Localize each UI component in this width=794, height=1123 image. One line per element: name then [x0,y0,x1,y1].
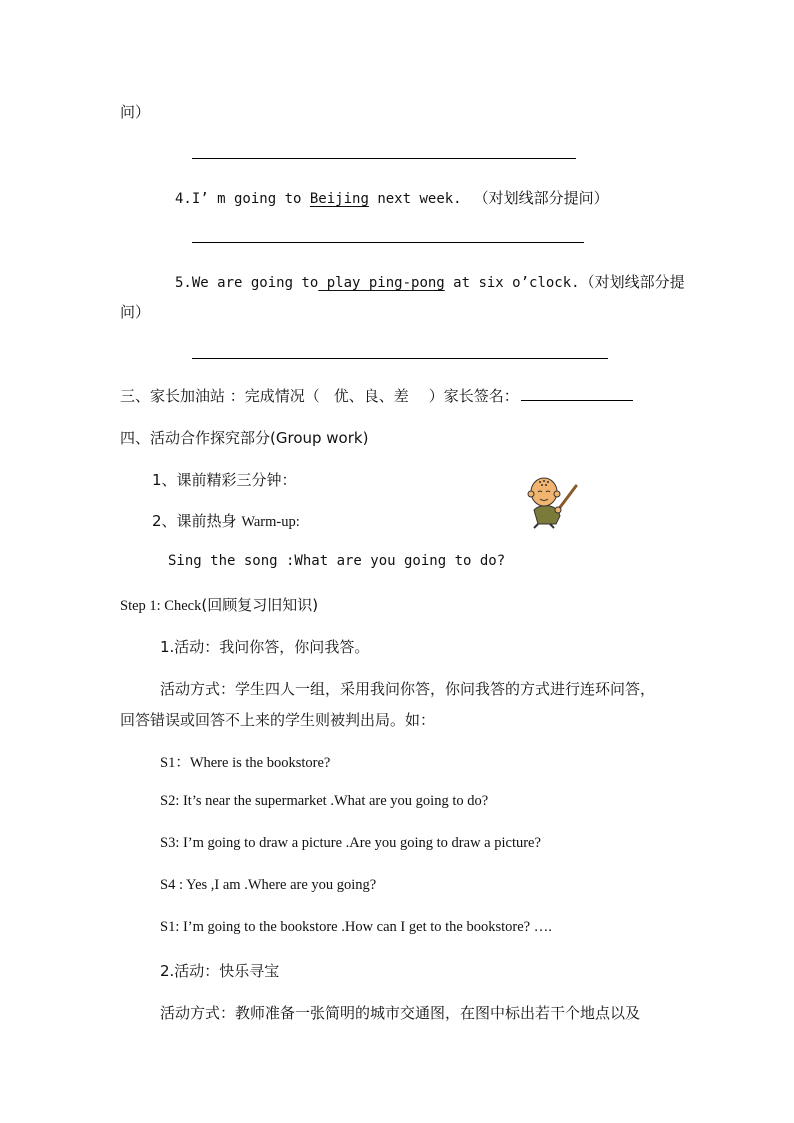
q4-hint: （对划线部分提问） [473,189,609,207]
section-4-title: 四、活动合作探究部分(Group work) [120,429,369,447]
activity-1-title: 1.活动：我问你答，你问我答。 [160,638,370,656]
item-2-suffix: Warm-up: [241,514,300,530]
q5-hint-tail: 问） [120,303,151,321]
dialogue-line: S1：Where is the bookstore? [160,755,331,771]
answer-line-3 [192,158,576,159]
activity-1-method-2: 回答错误或回答不上来的学生则被判出局。如： [120,711,436,729]
q5-text-pre: We are going to [191,275,319,291]
dialogue-line: S3: I’m going to draw a picture .Are you going to draw a picture? [160,835,541,851]
q5-text-post: at six o’clock. [444,275,580,291]
question-4 [175,187,609,208]
step-1-label: Step 1: Check [120,598,202,614]
item-2-prefix: 2、课前热身 [152,512,242,530]
step-1-note: (回顾复习旧知识) [201,596,319,614]
question-5 [175,271,685,292]
q5-number: 5. [175,275,192,291]
signature-label: ）家长签名： [428,387,519,405]
parent-station [120,385,633,406]
item-2 [152,510,300,531]
activity-1-method-1: 活动方式：学生四人一组，采用我问你答，你问我答的方式进行连环问答， [160,680,656,698]
q4-text-pre: I’ m going to [191,191,310,207]
rating-options: 优、良、差 [333,387,409,405]
signature-line[interactable] [521,386,633,401]
q3-tail: 问） [120,103,151,121]
step-1 [120,594,318,615]
dialogue-line: S4 : Yes ,I am .Where are you going? [160,877,377,893]
song-line: Sing the song :What are you going to do? [168,553,506,569]
q4-text-post: next week. [368,191,462,207]
item-1: 1、课前精彩三分钟： [152,471,297,489]
q4-number: 4. [175,191,192,207]
q5-underlined: play ping-pong [318,275,445,291]
activity-2-title: 2.活动：快乐寻宝 [160,962,280,980]
parent-station-label: 三、家长加油站 ：完成情况（ [120,387,320,405]
q4-underlined: Beijing [309,191,369,207]
answer-line-4 [192,242,584,243]
dialogue-line: S1: I’m going to the bookstore .How can I get to the bookstore? …. [160,919,552,935]
activity-2-method-1: 活动方式：教师准备一张简明的城市交通图，在图中标出若干个地点以及 [160,1004,641,1022]
dialogue-line: S2: It’s near the supermarket .What are you going to do? [160,793,489,809]
q5-hint: （对划线部分提 [579,273,685,291]
monk-cartoon-icon [520,470,580,530]
answer-line-5 [192,358,608,359]
